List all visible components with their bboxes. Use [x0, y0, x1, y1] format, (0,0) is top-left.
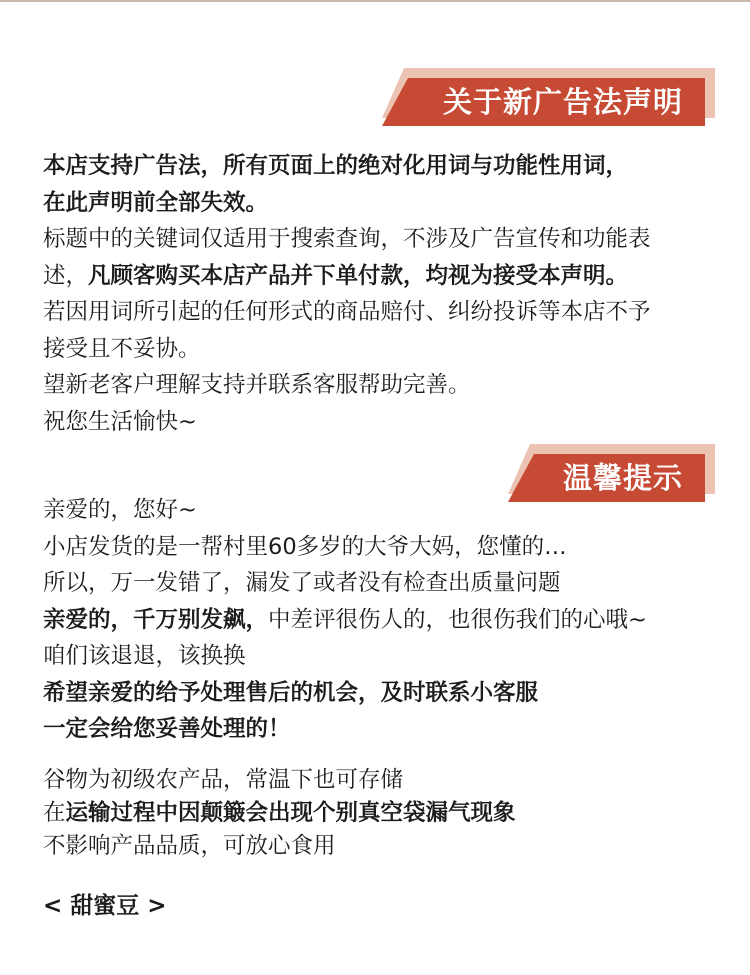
ad-law-banner — [382, 68, 715, 118]
tips-text — [43, 492, 723, 748]
statement-line: 若因用词所引起的任何形式的商品赔付、纠纷投诉等本店不予 — [43, 299, 651, 325]
ad-law-heading: 关于新广告法声明 — [442, 85, 683, 119]
tips-line: 亲爱的，您好~ — [43, 497, 197, 523]
statement-line: 望新老客户理解支持并联系客服帮助完善。 — [43, 372, 471, 398]
storage-line: 在运输过程中因颠簸会出现个别真空袋漏气现象 — [43, 800, 516, 826]
statement-line: 述，凡顾客购买本店产品并下单付款，均视为接受本声明。 — [43, 262, 629, 289]
storage-line: 谷物为初级农产品，常温下也可存储 — [43, 767, 404, 793]
statement-line: 在此声明前全部失效。 — [43, 189, 269, 216]
storage-note — [43, 764, 723, 863]
tips-line: 小店发货的是一帮村里60多岁的大爷大妈，您懂的… — [43, 533, 567, 560]
top-divider — [0, 0, 750, 2]
tips-line: 亲爱的，千万别发飙，中差评很伤人的，也很伤我们的心哦~ — [43, 606, 647, 633]
statement-line: 本店支持广告法，所有页面上的绝对化用词与功能性用词， — [43, 153, 629, 179]
tips-banner — [508, 444, 715, 494]
storage-line: 不影响产品品质，可放心食用 — [43, 833, 336, 859]
statement-line: 标题中的关键词仅适用于搜索查询，不涉及广告宣传和功能表 — [43, 226, 651, 252]
ad-law-statement — [43, 148, 723, 440]
product-name: < 甜蜜豆 > — [43, 893, 167, 919]
statement-line: 祝您生活愉快~ — [43, 408, 197, 435]
tips-line: 希望亲爱的给予处理售后的机会，及时联系小客服 — [43, 679, 539, 706]
tips-line: 咱们该退退，该换换 — [43, 643, 246, 669]
tips-heading: 温馨提示 — [562, 461, 683, 495]
tips-line: 一定会给您妥善处理的！ — [43, 716, 291, 742]
statement-line: 接受且不妥协。 — [43, 335, 201, 362]
tips-line: 所以，万一发错了，漏发了或者没有检查出质量问题 — [43, 570, 561, 596]
